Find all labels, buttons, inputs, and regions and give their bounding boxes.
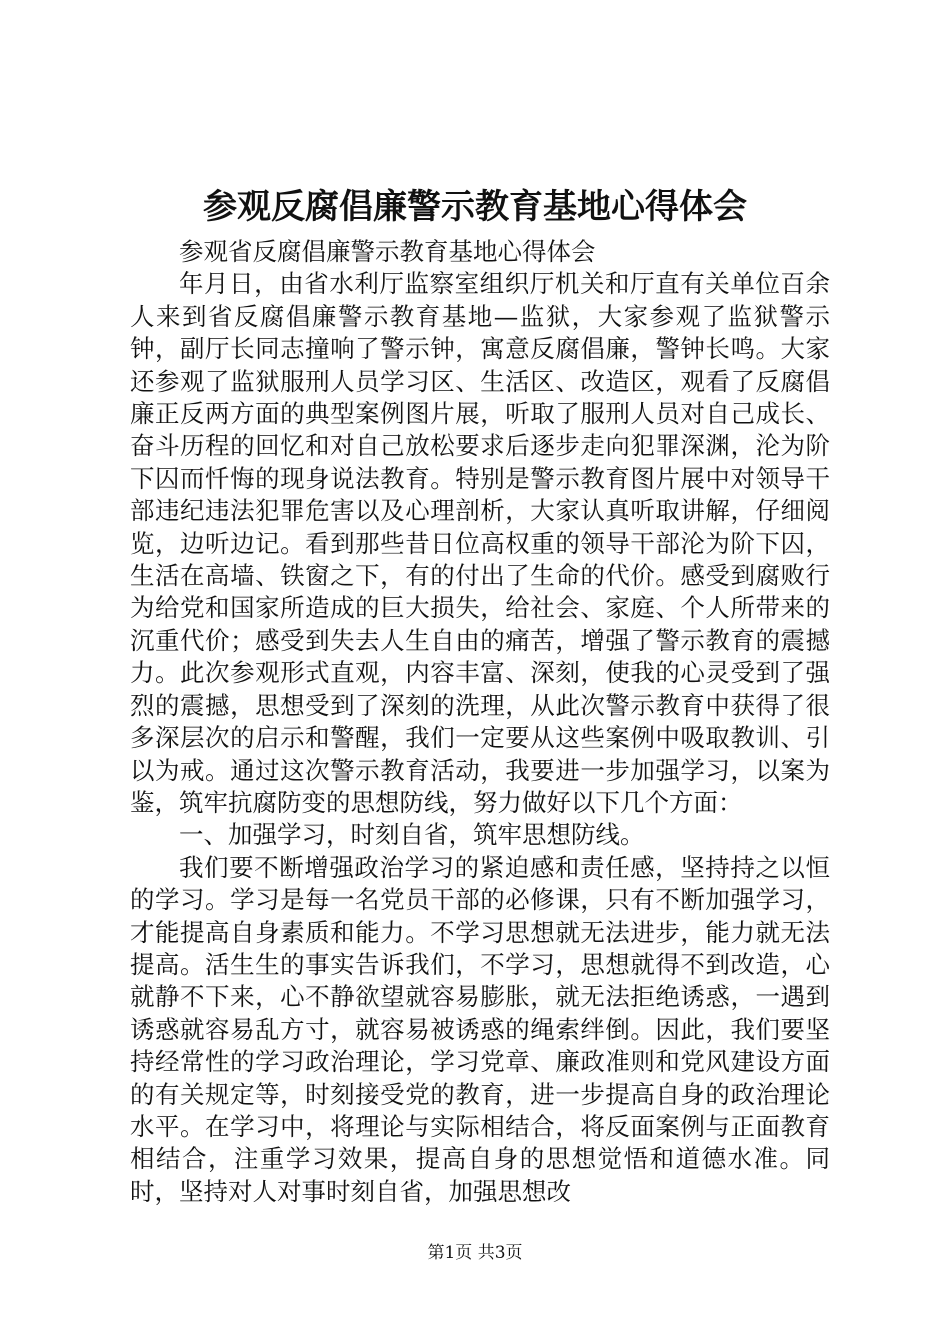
page-number-footer: 第1页 共3页 — [427, 1243, 523, 1263]
document-body — [130, 236, 830, 1208]
body-paragraph-subtitle: 参观省反腐倡廉警示教育基地心得体会 — [179, 237, 596, 266]
body-paragraph: 我们要不断增强政治学习的紧迫感和责任感，坚持持之以恒的学习。学习是每一名党员干部的必修课，只有不断加强学习，才能提高自身素质和能力。不学习思想就无法进步，能力就无法提高。活生生的事实告诉我们，不学习，思想就得不到改造，心就静不下来，心不静欲望就容易膨胀，就无法拒绝诱惑，一遇到诱惑就容易乱方寸，就容易被诱惑的绳索绊倒。因此，我们要坚持经常性的学习政治理论，学习党章、廉政准则和党风建设方面的有关规定等，时刻接受党的教育，进一步提高自身的政治理论水平。在学习中，将理论与实际相结合，将反面案例与正面教育相结合，注重学习效果，提高自身的思想觉悟和道德水准。同时，坚持对人对事时刻自省，加强思想改 — [130, 852, 830, 1206]
section-heading: 一、加强学习，时刻自省，筑牢思想防线。 — [179, 820, 645, 850]
document-title: 参观反腐倡廉警示教育基地心得体会 — [203, 187, 747, 227]
body-paragraph: 年月日，由省水利厅监察室组织厅机关和厅直有关单位百余人来到省反腐倡廉警示教育基地—监狱，大家参观了监狱警示钟，副厅长同志撞响了警示钟，寓意反腐倡廉，警钟长鸣。大家还参观了监狱服刑人员学习区、生活区、改造区，观看了反腐倡廉正反两方面的典型案例图片展，听取了服刑人员对自己成长、奋斗历程的回忆和对自己放松要求后逐步走向犯罪深渊，沦为阶下囚而忏悔的现身说法教育。特别是警示教育图片展中对领导干部违纪违法犯罪危害以及心理剖析，大家认真听取讲解，仔细阅览，边听边记。看到那些昔日位高权重的领导干部沦为阶下囚，生活在高墙、铁窗之下，有的付出了生命的代价。感受到腐败行为给党和国家所造成的巨大损失，给社会、家庭、个人所带来的沉重代价；感受到失去人生自由的痛苦，增强了警示教育的震撼力。此次参观形式直观，内容丰富、深刻，使我的心灵受到了强烈的震撼，思想受到了深刻的洗理，从此次警示教育中获得了很多深层次的启示和警醒，我们一定要从这些案例中吸取教训、引以为戒。通过这次警示教育活动，我要进一步加强学习，以案为鉴，筑牢抗腐防变的思想防线，努力做好以下几个方面： — [130, 269, 830, 817]
